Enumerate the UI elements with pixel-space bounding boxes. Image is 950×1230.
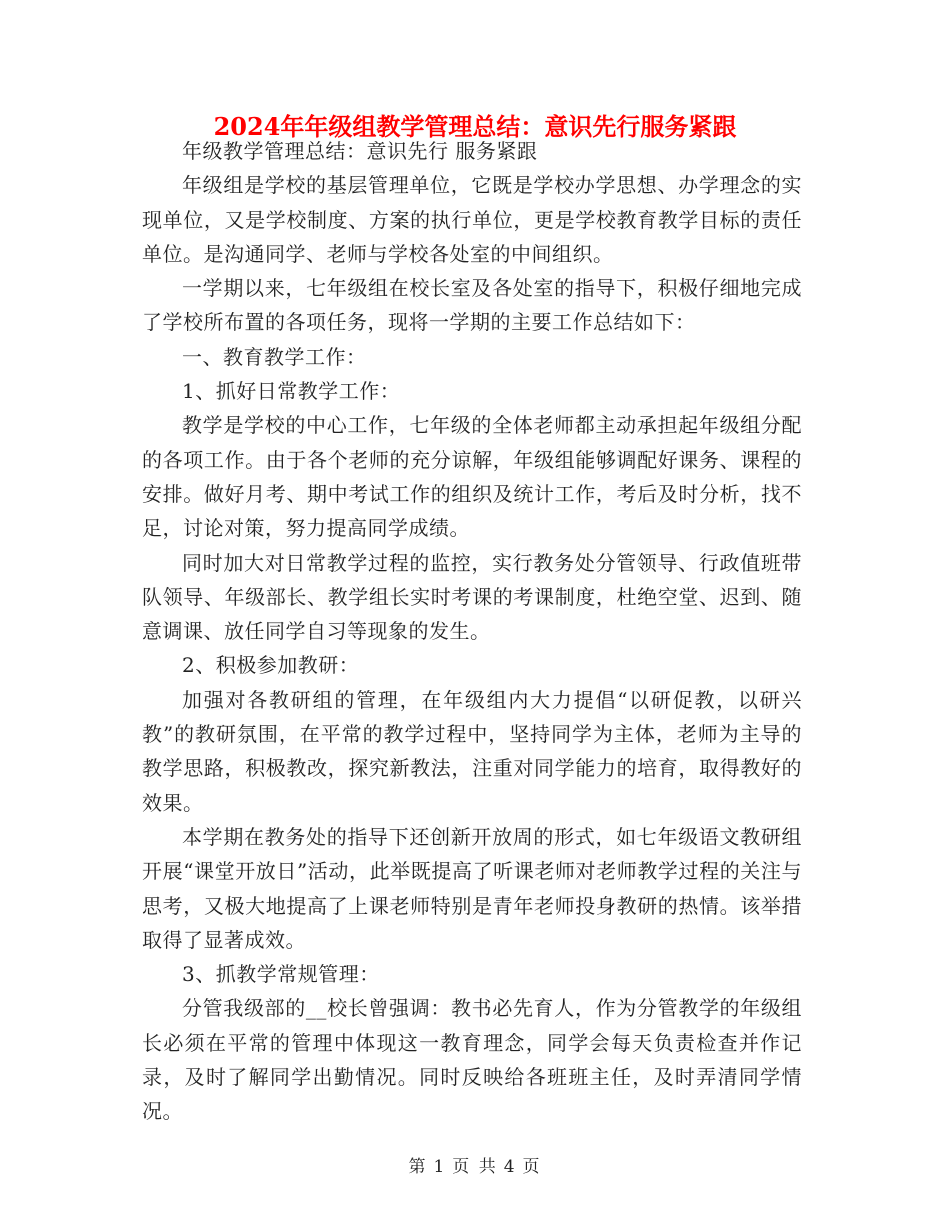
footer-middle: 页 共 (452, 1157, 498, 1177)
section-heading: 一、教育教学工作： (182, 344, 367, 369)
footer-prefix: 第 (408, 1157, 428, 1177)
paragraph: 本学期在教务处的指导下还创新开放周的形式，如七年级语文教研组开展“课堂开放日”活动，此举既提高了听课老师对老师教学过程的关注与思考，又极大地提高了上课老师特别是青年老师投身教研的热情。该举措取得了显著成效。 (142, 824, 802, 952)
paragraph: 分管我级部的__校长曾强调：教书必先育人，作为分管教学的年级组长必须在平常的管理中体现这一教育理念，同学会每天负责检查并作记录，及时了解同学出勤情况。同时反映给各班班主任，及时弄清同学情况。 (142, 996, 802, 1124)
document-body (142, 134, 802, 1129)
footer-total-pages: 4 (503, 1157, 517, 1177)
paragraph: 教学是学校的中心工作，七年级的全体老师都主动承担起年级组分配的各项工作。由于各个老师的充分谅解，年级组能够调配好课务、课程的安排。做好月考、期中考试工作的组织及统计工作，考后及时分析，找不足，讨论对策，努力提高同学成绩。 (142, 413, 802, 541)
paragraph: 加强对各教研组的管理，在年级组内大力提倡“以研促教，以研兴教”的教研氛围，在平常的教学过程中，坚持同学为主体，老师为主导的教学思路，积极教改，探究新教法，注重对同学能力的培育，取得教好的效果。 (142, 687, 802, 815)
paragraph: 一学期以来，七年级组在校长室及各处室的指导下，积极仔细地完成了学校所布置的各项任务，现将一学期的主要工作总结如下： (142, 276, 802, 335)
paragraph: 年级组是学校的基层管理单位，它既是学校办学思想、办学理念的实现单位，又是学校制度、方案的执行单位，更是学校教育教学目标的责任单位。是沟通同学、老师与学校各处室的中间组织。 (142, 173, 802, 266)
subsection-heading: 3、抓教学常规管理： (182, 962, 380, 987)
page-footer (0, 1152, 950, 1177)
subsection-heading: 1、抓好日常教学工作： (182, 379, 401, 404)
paragraph-subtitle: 年级教学管理总结：意识先行 服务紧跟 (182, 139, 538, 163)
footer-page-number: 1 (433, 1157, 447, 1177)
footer-suffix: 页 (522, 1157, 542, 1177)
document-title: 2024年年级组教学管理总结：意识先行服务紧跟 (213, 112, 737, 141)
subsection-heading: 2、积极参加教研： (182, 653, 360, 678)
paragraph: 同时加大对日常教学过程的监控，实行教务处分管领导、行政值班带队领导、年级部长、教学组长实时考课的考课制度，杜绝空堂、迟到、随意调课、放任同学自习等现象的发生。 (142, 550, 802, 644)
